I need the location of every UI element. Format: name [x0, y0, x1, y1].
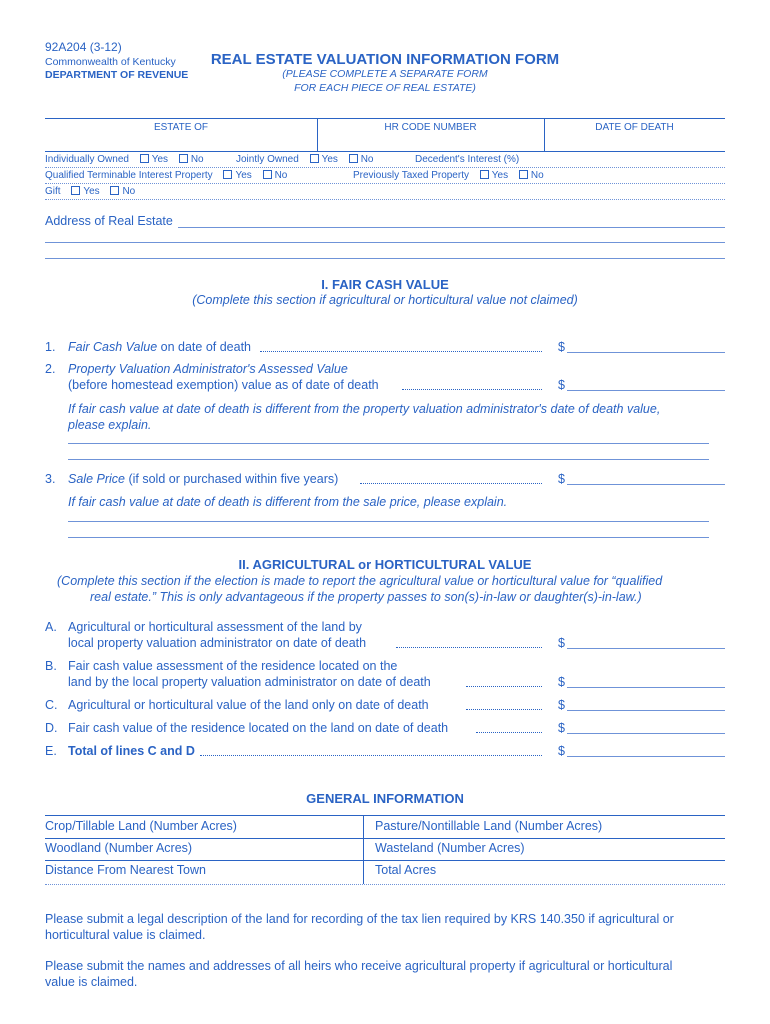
ownership-row-1: [45, 154, 204, 165]
gift-yes-checkbox[interactable]: [71, 186, 80, 195]
line-b-dollar: $: [558, 675, 565, 689]
ownership-rule-1: [45, 167, 725, 168]
section-2-note-1: (Complete this section if the election is made to report the agricultural value or horticultural value for “qualified: [57, 574, 663, 588]
general-table-top-rule: [45, 815, 725, 816]
ownership-row-3: [45, 186, 135, 197]
line-2-number: 2.: [45, 362, 56, 376]
total-acres-label: Total Acres: [375, 863, 437, 877]
line-e-label: E.: [45, 744, 57, 758]
previously-taxed-no-checkbox[interactable]: [519, 170, 528, 179]
yes-label: Yes: [83, 186, 100, 197]
line-1-label-italic: Fair Cash Value: [68, 340, 158, 354]
estate-table-top-rule: [45, 118, 725, 119]
explain-1-field-line-1[interactable]: [68, 443, 709, 444]
estate-of-label: ESTATE OF: [153, 122, 209, 133]
explain-1-text-b: please explain.: [68, 418, 152, 432]
no-label: No: [530, 170, 544, 181]
yes-label: Yes: [235, 170, 252, 181]
line-3-label-italic: Sale Price: [68, 472, 125, 486]
wasteland-label: Wasteland (Number Acres): [375, 841, 525, 855]
section-1-note: (Complete this section if agricultural or horticultural value not claimed): [192, 293, 578, 307]
line-2-label-b: (before homestead exemption) value as of date of death: [68, 378, 379, 392]
line-2-leader: [402, 389, 542, 390]
woodland-label: Woodland (Number Acres): [45, 841, 193, 855]
explain-2-text: If fair cash value at date of death is different from the sale price, please explain.: [68, 495, 508, 509]
previously-taxed-yes-checkbox[interactable]: [480, 170, 489, 179]
decedents-interest-label: Decedent's Interest (%): [415, 154, 520, 165]
line-1-dollar: $: [558, 340, 565, 354]
no-label: No: [360, 154, 374, 165]
line-1-number: 1.: [45, 340, 56, 354]
line-d-text: Fair cash value of the residence located on the land on date of death: [68, 721, 449, 735]
line-3-number: 3.: [45, 472, 56, 486]
line-b-label: B.: [45, 659, 57, 673]
line-b-leader: [466, 686, 542, 687]
footer-paragraph-2b: value is claimed.: [45, 975, 138, 989]
general-table-rule-1: [45, 838, 725, 839]
section-2-note-2: real estate.” This is only advantageous if the property passes to son(s)-in-law or daughter(s)-in-law.): [90, 590, 642, 604]
hr-code-label: HR CODE NUMBER: [384, 122, 477, 133]
address-field-line-1[interactable]: [178, 227, 725, 228]
general-table-divider: [363, 815, 364, 884]
address-field-line-3[interactable]: [45, 258, 725, 259]
line-2-amount-field[interactable]: [567, 390, 725, 391]
jointly-owned-no-checkbox[interactable]: [349, 154, 358, 163]
gift-label: Gift: [45, 186, 61, 197]
address-field-line-2[interactable]: [45, 242, 725, 243]
jointly-owned-label: Jointly Owned: [236, 154, 299, 165]
line-2-dollar: $: [558, 378, 565, 392]
pasture-land-label: Pasture/Nontillable Land (Number Acres): [375, 819, 603, 833]
line-d-amount-field[interactable]: [567, 733, 725, 734]
line-a-label: A.: [45, 620, 57, 634]
qualified-terminable-label: Qualified Terminable Interest Property: [45, 170, 213, 181]
ownership-rule-3: [45, 199, 725, 200]
line-3-amount-field[interactable]: [567, 484, 725, 485]
individually-owned-yes-checkbox[interactable]: [140, 154, 149, 163]
form-title: REAL ESTATE VALUATION INFORMATION FORM: [210, 51, 560, 68]
line-3-dollar: $: [558, 472, 565, 486]
individually-owned-label: Individually Owned: [45, 154, 129, 165]
section-2-heading: II. AGRICULTURAL or HORTICULTURAL VALUE: [238, 557, 532, 572]
date-of-death-field[interactable]: [545, 133, 724, 150]
line-2-label-a: Property Valuation Administrator's Assessed Value: [68, 362, 348, 376]
line-c-text: Agricultural or horticultural value of the land only on date of death: [68, 698, 429, 712]
line-c-amount-field[interactable]: [567, 710, 725, 711]
section-1-heading: I. FAIR CASH VALUE: [321, 277, 449, 292]
estate-table-bottom-rule: [45, 151, 725, 152]
line-b-text-1: Fair cash value assessment of the residence located on the: [68, 659, 398, 673]
line-b-amount-field[interactable]: [567, 687, 725, 688]
footer-paragraph-1a: Please submit a legal description of the land for recording of the tax lien required by KRS 140.350 if agricultural or: [45, 912, 674, 926]
line-d-leader: [476, 732, 542, 733]
yes-label: Yes: [321, 154, 338, 165]
line-1-label-rest: on date of death: [157, 340, 252, 354]
line-a-dollar: $: [558, 636, 565, 650]
no-label: No: [190, 154, 204, 165]
line-c-label: C.: [45, 698, 58, 712]
line-b-text-2: land by the local property valuation administrator on date of death: [68, 675, 431, 689]
jointly-owned-group: [236, 154, 374, 165]
line-d-dollar: $: [558, 721, 565, 735]
form-subtitle-2: FOR EACH PIECE OF REAL ESTATE): [294, 82, 476, 94]
crop-land-label: Crop/Tillable Land (Number Acres): [45, 819, 237, 833]
line-a-text-1: Agricultural or horticultural assessment of the land by: [68, 620, 362, 634]
department-label: DEPARTMENT OF REVENUE: [45, 69, 189, 81]
general-table-bottom-rule: [45, 884, 725, 885]
explain-1-field-line-2[interactable]: [68, 459, 709, 460]
line-c-dollar: $: [558, 698, 565, 712]
line-3-label: [68, 472, 338, 486]
footer-paragraph-2a: Please submit the names and addresses of all heirs who receive agricultural property if agricultural or horticultural: [45, 959, 673, 973]
line-a-amount-field[interactable]: [567, 648, 725, 649]
date-of-death-label: DATE OF DEATH: [595, 122, 674, 133]
general-info-heading: GENERAL INFORMATION: [306, 791, 464, 806]
jointly-owned-yes-checkbox[interactable]: [310, 154, 319, 163]
yes-label: Yes: [491, 170, 509, 181]
yes-label: Yes: [151, 154, 169, 165]
individually-owned-no-checkbox[interactable]: [179, 154, 188, 163]
ownership-rule-2: [45, 183, 725, 184]
hr-code-field[interactable]: [318, 133, 543, 150]
form-subtitle-1: (PLEASE COMPLETE A SEPARATE FORM: [282, 68, 488, 80]
previously-taxed-group: [353, 170, 544, 181]
line-3-label-rest: (if sold or purchased within five years): [124, 472, 339, 486]
line-e-amount-field[interactable]: [567, 756, 725, 757]
line-1-label: [68, 340, 251, 354]
line-e-leader: [200, 755, 542, 756]
qualified-terminable-no-checkbox[interactable]: [263, 170, 272, 179]
qualified-terminable-yes-checkbox[interactable]: [223, 170, 232, 179]
distance-label: Distance From Nearest Town: [45, 863, 206, 877]
no-label: No: [274, 170, 288, 181]
line-a-text-2: local property valuation administrator on date of death: [68, 636, 367, 650]
explain-2-field-line-1[interactable]: [68, 521, 709, 522]
gift-no-checkbox[interactable]: [110, 186, 119, 195]
line-3-leader: [360, 483, 542, 484]
form-number: 92A204 (3-12): [45, 40, 122, 54]
explain-2-field-line-2[interactable]: [68, 537, 709, 538]
line-c-leader: [466, 709, 542, 710]
line-1-leader: [260, 351, 542, 352]
line-1-amount-field[interactable]: [567, 352, 725, 353]
estate-of-field[interactable]: [46, 133, 316, 150]
line-e-text: Total of lines C and D: [68, 744, 195, 758]
ownership-row-2: [45, 170, 287, 181]
commonwealth-label: Commonwealth of Kentucky: [45, 56, 176, 68]
line-e-dollar: $: [558, 744, 565, 758]
address-label: Address of Real Estate: [45, 214, 173, 228]
line-a-leader: [396, 647, 542, 648]
previously-taxed-label: Previously Taxed Property: [353, 170, 469, 181]
explain-1-text-a: If fair cash value at date of death is different from the property valuation administrator's date of death value,: [68, 402, 661, 416]
no-label: No: [122, 186, 136, 197]
general-table-rule-2: [45, 860, 725, 861]
line-d-label: D.: [45, 721, 58, 735]
footer-paragraph-1b: horticultural value is claimed.: [45, 928, 206, 942]
